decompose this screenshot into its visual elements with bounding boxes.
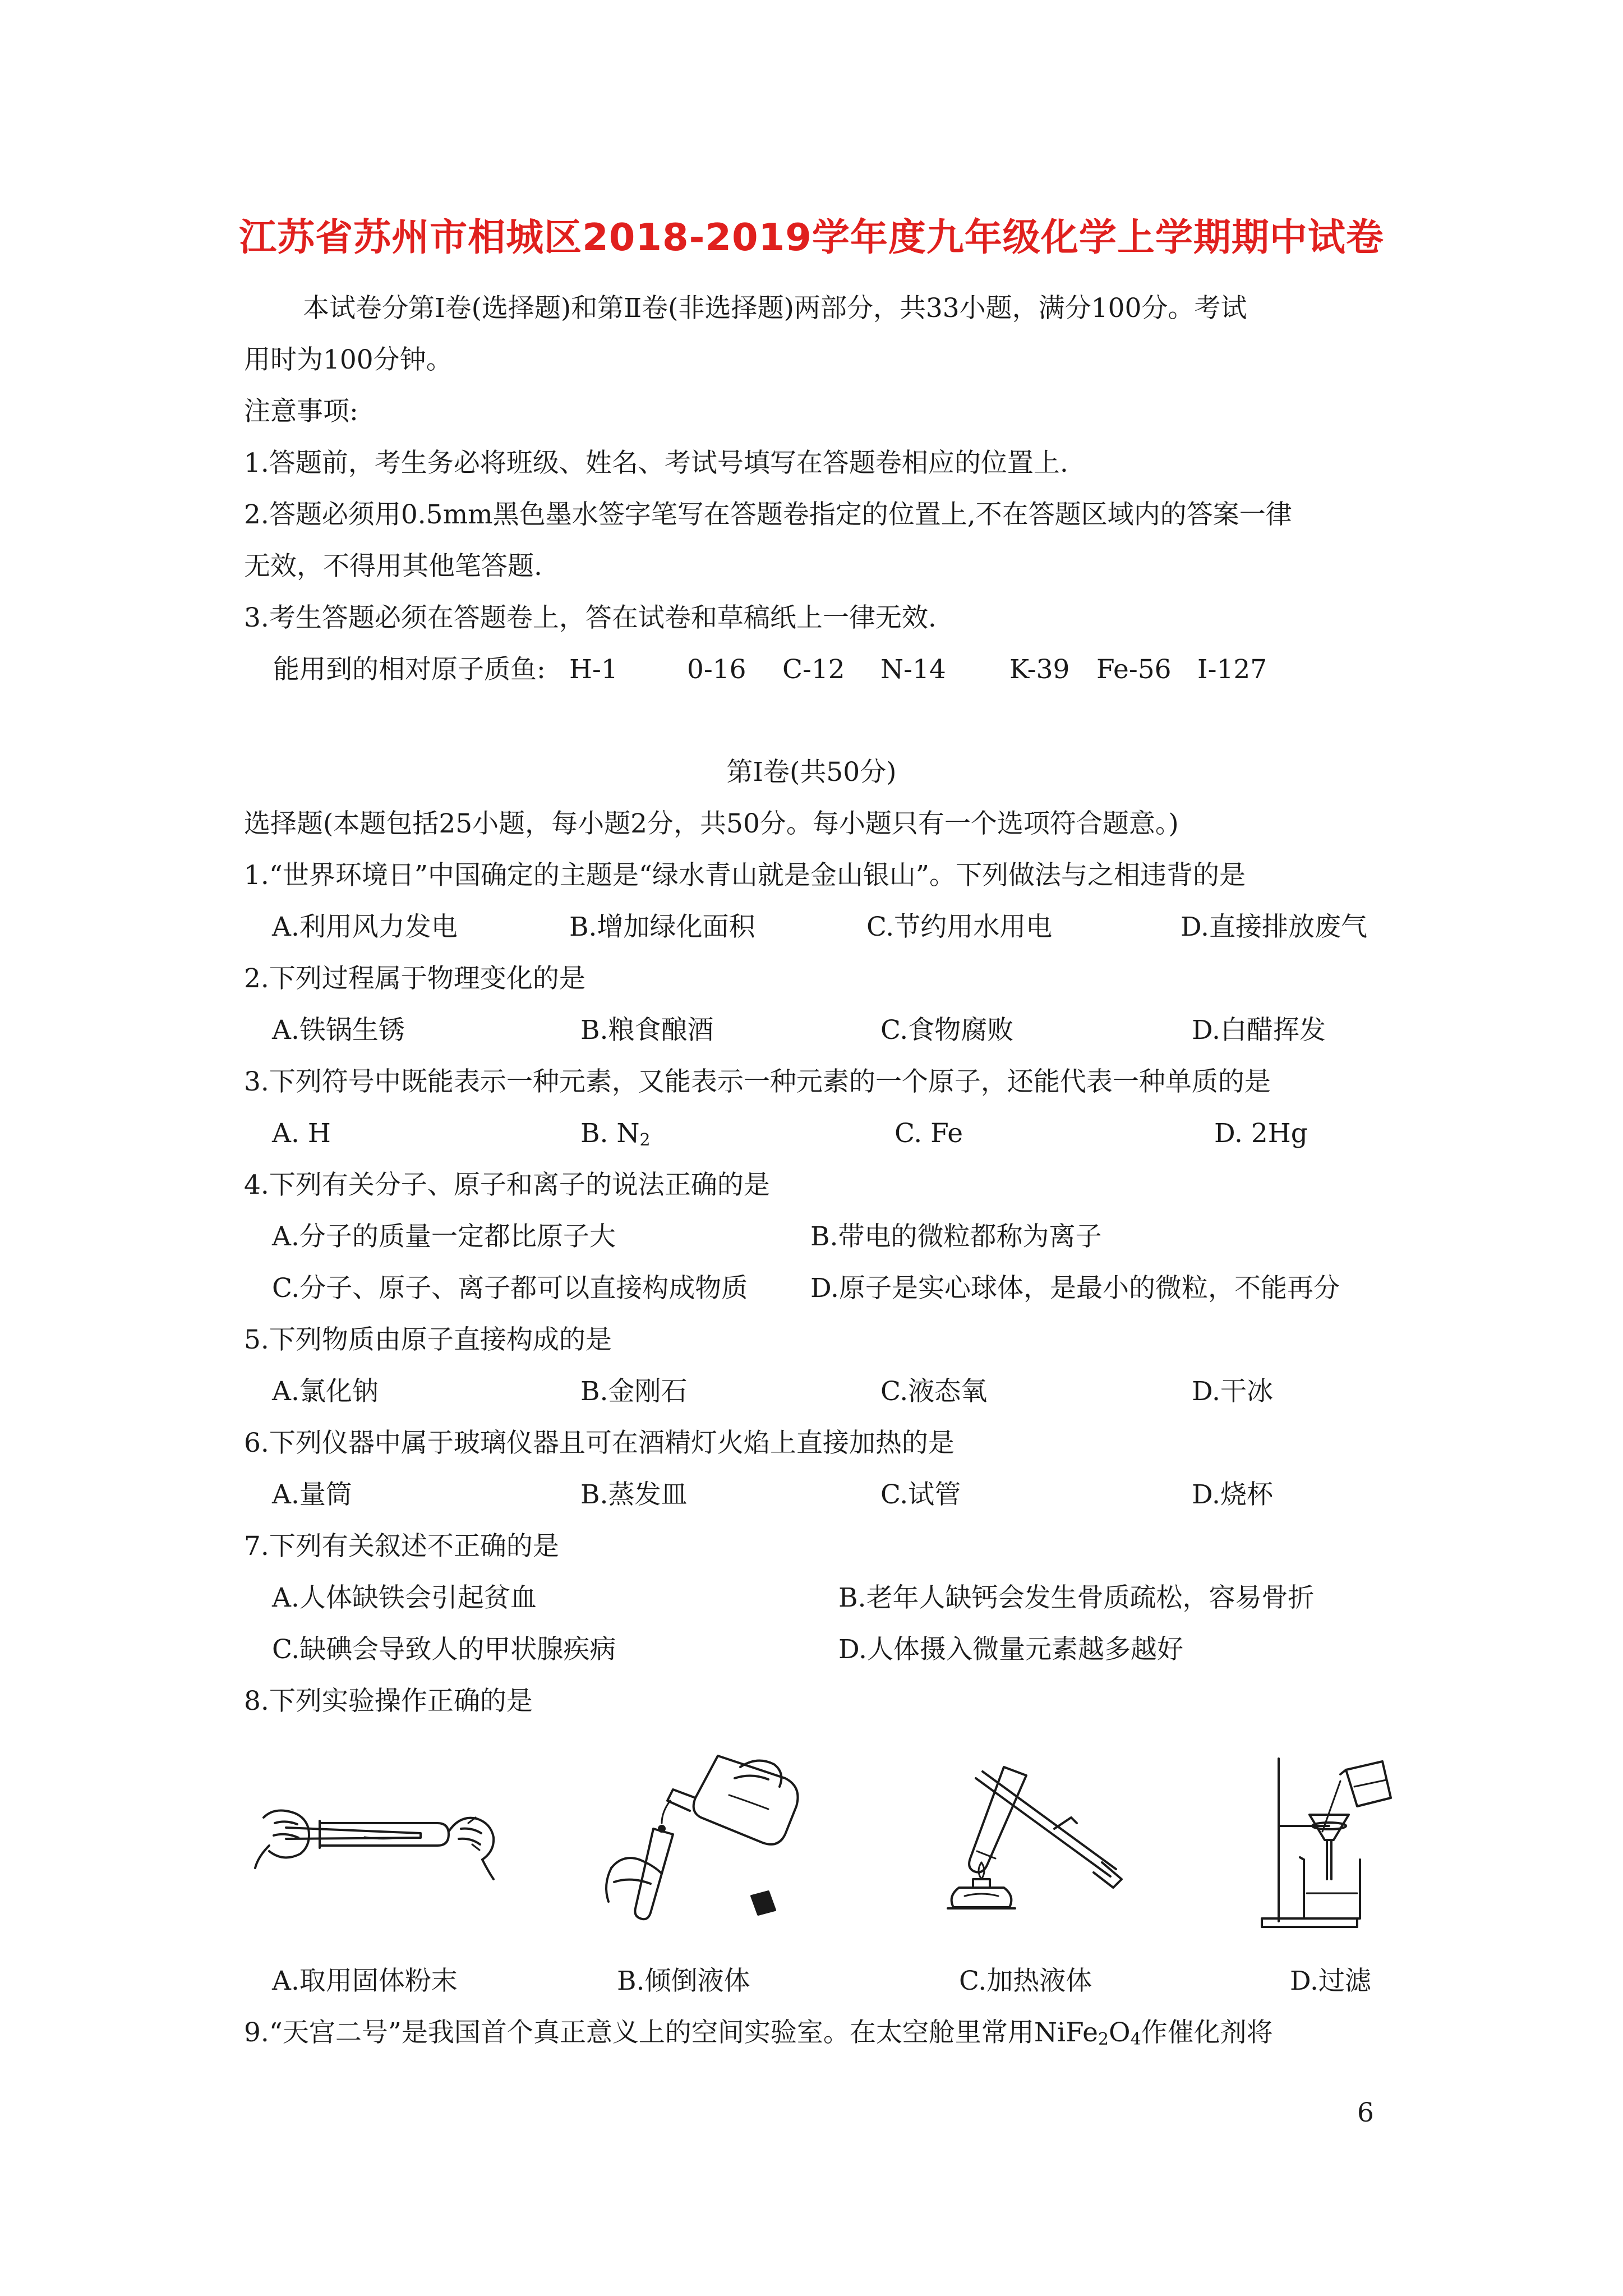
question-9-stem-pre: 9.“天宫二号”是我国首个真正意义上的空间实验室。在太空舱里常用NiFe	[244, 2017, 1098, 2048]
atomic-mass-c: C-12	[782, 654, 845, 685]
notes-heading: 注意事项:	[244, 396, 358, 427]
intro-line-2: 用时为100分钟。	[244, 344, 453, 375]
atomic-mass-o: 0-16	[687, 654, 746, 685]
atomic-mass-h: H-1	[569, 654, 618, 685]
section-title: 第Ⅰ卷(共50分)	[726, 757, 897, 788]
question-5-option-d: D.干冰	[1192, 1376, 1273, 1407]
question-2-option-d: D.白醋挥发	[1192, 1015, 1326, 1046]
question-3-option-d: D. 2Hg	[1214, 1118, 1308, 1149]
question-4-option-b: B.带电的微粒都称为离子	[810, 1221, 1102, 1252]
question-8-option-d: D.过滤	[1290, 1966, 1371, 1996]
question-1-option-a: A.利用风力发电	[272, 912, 458, 942]
question-9-stem	[244, 2015, 1273, 2058]
question-3-option-a: A. H	[272, 1118, 331, 1149]
question-5-option-b: B.金刚石	[580, 1376, 688, 1407]
atomic-mass-k: K-39	[1009, 654, 1070, 685]
atomic-mass-label: 能用到的相对原子质鱼:	[273, 654, 546, 685]
pouring-liquid-icon	[600, 1745, 813, 1924]
question-5-option-a: A.氯化钠	[272, 1376, 379, 1407]
atomic-mass-i: I-127	[1197, 654, 1267, 685]
question-2-option-c: C.食物腐败	[880, 1015, 1014, 1046]
heating-liquid-icon	[942, 1745, 1133, 1924]
question-6-stem: 6.下列仪器中属于玻璃仪器且可在酒精灯火焰上直接加热的是	[244, 1428, 955, 1458]
question-6-option-c: C.试管	[880, 1479, 961, 1510]
question-3-option-c: C. Fe	[895, 1118, 963, 1149]
question-5-stem: 5.下列物质由原子直接构成的是	[244, 1324, 612, 1355]
question-2-stem: 2.下列过程属于物理变化的是	[244, 963, 585, 994]
question-9-stem-post: 作催化剂将	[1141, 2017, 1273, 2048]
question-7-option-d: D.人体摄入微量元素越多越好	[838, 1634, 1183, 1665]
question-1-option-d: D.直接排放废气	[1181, 912, 1367, 942]
question-1-stem: 1.“世界环境日”中国确定的主题是“绿水青山就是金山银山”。下列做法与之相违背的是	[244, 860, 1246, 891]
question-3-stem: 3.下列符号中既能表示一种元素，又能表示一种元素的一个原子，还能代表一种单质的是	[244, 1066, 1271, 1097]
question-8-option-b: B.倾倒液体	[617, 1966, 750, 1996]
section-description: 选择题(本题包括25小题，每小题2分，共50分。每小题只有一个选项符合题意。)	[244, 808, 1179, 839]
question-6-option-b: B.蒸发皿	[580, 1479, 688, 1510]
intro-line-1: 本试卷分第Ⅰ卷(选择题)和第Ⅱ卷(非选择题)两部分，共33小题，满分100分。考试	[303, 293, 1247, 324]
question-7-stem: 7.下列有关叙述不正确的是	[244, 1531, 559, 1562]
note-2a: 2.答题必须用0.5mm黑色墨水签字笔写在答题卷指定的位置上,不在答题区域内的答案一律	[244, 499, 1292, 530]
question-2-option-a: A.铁锅生锈	[272, 1015, 405, 1046]
question-6-option-a: A.量筒	[272, 1479, 352, 1510]
question-4-option-c: C.分子、原子、离子都可以直接构成物质	[272, 1273, 748, 1304]
question-8-option-a: A.取用固体粉末	[272, 1966, 458, 1996]
question-4-stem: 4.下列有关分子、原子和离子的说法正确的是	[244, 1170, 770, 1200]
question-3-option-b-subscript: 2	[639, 1130, 651, 1150]
document-title: 江苏省苏州市相城区2018-2019学年度九年级化学上学期期中试卷	[239, 215, 1384, 259]
test-tube-powder-icon	[252, 1784, 499, 1885]
note-1: 1.答题前，考生务必将班级、姓名、考试号填写在答题卷相应的位置上.	[244, 448, 1068, 478]
question-7-option-b: B.老年人缺钙会发生骨质疏松，容易骨折	[838, 1582, 1315, 1613]
filtration-icon	[1256, 1747, 1396, 1932]
question-4-option-d: D.原子是实心球体，是最小的微粒，不能再分	[810, 1273, 1340, 1304]
question-9-subscript-2: 4	[1130, 2030, 1141, 2049]
question-5-option-c: C.液态氧	[880, 1376, 988, 1407]
question-1-option-c: C.节约用水用电	[866, 912, 1053, 942]
question-4-option-a: A.分子的质量一定都比原子大	[272, 1221, 616, 1252]
question-3-option-b	[580, 1116, 651, 1158]
atomic-mass-fe: Fe-56	[1096, 654, 1172, 685]
note-2b: 无效，不得用其他笔答题.	[244, 551, 542, 582]
note-3: 3.考生答题必须在答题卷上，答在试卷和草稿纸上一律无效.	[244, 602, 937, 633]
question-7-option-a: A.人体缺铁会引起贫血	[272, 1582, 537, 1613]
question-3-option-b-text: B. N	[580, 1118, 640, 1149]
question-9-subscript-1: 2	[1098, 2030, 1109, 2049]
question-1-option-b: B.增加绿化面积	[569, 912, 755, 942]
question-7-option-c: C.缺碘会导致人的甲状腺疾病	[272, 1634, 616, 1665]
question-2-option-b: B.粮食酿酒	[580, 1015, 714, 1046]
page-number: 6	[1357, 2097, 1374, 2128]
question-8-option-c: C.加热液体	[959, 1966, 1092, 1996]
question-8-stem: 8.下列实验操作正确的是	[244, 1686, 533, 1717]
question-9-stem-mid: O	[1109, 2017, 1131, 2048]
atomic-mass-n: N-14	[880, 654, 946, 685]
question-6-option-d: D.烧杯	[1192, 1479, 1273, 1510]
